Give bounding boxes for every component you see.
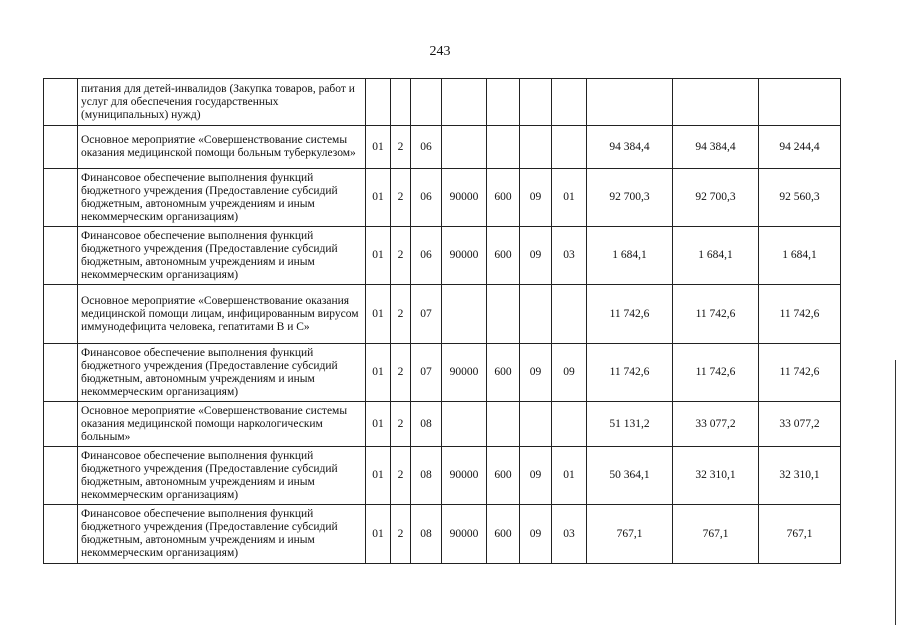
amount-cell: 50 364,1 xyxy=(587,447,673,505)
code-cell: 03 xyxy=(552,505,587,564)
code-cell: 08 xyxy=(411,447,442,505)
amount-cell: 94 384,4 xyxy=(673,126,759,169)
code-cell: 600 xyxy=(487,344,520,402)
amount-cell xyxy=(587,79,673,126)
row-number-cell xyxy=(44,505,78,564)
code-cell: 2 xyxy=(391,447,411,505)
code-cell: 600 xyxy=(487,169,520,227)
expense-name-cell: Основное мероприятие «Совершенствование оказания медицинской помощи лицам, инфицированным вирусом иммунодефицита человека, гепатитами В и С» xyxy=(78,285,366,344)
expense-name-cell: Финансовое обеспечение выполнения функций бюджетного учреждения (Предоставление субсидий бюджетным, автономным учреждениям и иным некоммерческим организациям) xyxy=(78,227,366,285)
code-cell xyxy=(552,79,587,126)
page-number: 243 xyxy=(429,44,451,59)
amount-cell: 94 244,4 xyxy=(759,126,841,169)
expense-name-cell: питания для детей-инвалидов (Закупка товаров, работ и услуг для обеспечения государственных (муниципальных) нужд) xyxy=(78,79,366,126)
code-cell: 600 xyxy=(487,505,520,564)
code-cell: 2 xyxy=(391,285,411,344)
expense-name-cell: Финансовое обеспечение выполнения функций бюджетного учреждения (Предоставление субсидий бюджетным, автономным учреждениям и иным некоммерческим организациям) xyxy=(78,344,366,402)
code-cell: 2 xyxy=(391,169,411,227)
row-number-cell xyxy=(44,402,78,447)
code-cell: 06 xyxy=(411,126,442,169)
table-row xyxy=(44,126,841,169)
row-number-cell xyxy=(44,79,78,126)
amount-cell: 11 742,6 xyxy=(673,344,759,402)
code-cell xyxy=(442,285,487,344)
code-cell: 2 xyxy=(391,344,411,402)
row-number-cell xyxy=(44,344,78,402)
table-row xyxy=(44,285,841,344)
code-cell xyxy=(442,79,487,126)
row-number-cell xyxy=(44,227,78,285)
code-cell xyxy=(552,285,587,344)
code-cell xyxy=(442,126,487,169)
code-cell: 07 xyxy=(411,344,442,402)
code-cell: 01 xyxy=(366,505,391,564)
code-cell: 2 xyxy=(391,402,411,447)
row-number-cell xyxy=(44,447,78,505)
code-cell xyxy=(520,126,552,169)
amount-cell: 1 684,1 xyxy=(759,227,841,285)
code-cell: 01 xyxy=(366,285,391,344)
code-cell xyxy=(442,402,487,447)
code-cell: 01 xyxy=(366,447,391,505)
amount-cell: 92 700,3 xyxy=(587,169,673,227)
amount-cell: 1 684,1 xyxy=(587,227,673,285)
table-row xyxy=(44,79,841,126)
amount-cell: 11 742,6 xyxy=(759,344,841,402)
table-row xyxy=(44,227,841,285)
amount-cell: 1 684,1 xyxy=(673,227,759,285)
amount-cell: 51 131,2 xyxy=(587,402,673,447)
code-cell: 09 xyxy=(520,169,552,227)
code-cell xyxy=(391,79,411,126)
code-cell: 2 xyxy=(391,505,411,564)
code-cell: 01 xyxy=(366,402,391,447)
code-cell: 90000 xyxy=(442,169,487,227)
code-cell xyxy=(487,79,520,126)
table-row xyxy=(44,447,841,505)
code-cell: 09 xyxy=(552,344,587,402)
row-number-cell xyxy=(44,285,78,344)
code-cell: 09 xyxy=(520,505,552,564)
table-row xyxy=(44,505,841,564)
code-cell: 90000 xyxy=(442,227,487,285)
budget-table xyxy=(43,78,841,564)
code-cell: 08 xyxy=(411,505,442,564)
code-cell xyxy=(520,285,552,344)
code-cell: 09 xyxy=(520,344,552,402)
code-cell: 90000 xyxy=(442,344,487,402)
code-cell: 01 xyxy=(552,447,587,505)
row-number-cell xyxy=(44,169,78,227)
table-row xyxy=(44,344,841,402)
amount-cell: 92 560,3 xyxy=(759,169,841,227)
table-row xyxy=(44,169,841,227)
expense-name-cell: Основное мероприятие «Совершенствование системы оказания медицинской помощи больным туберкулезом» xyxy=(78,126,366,169)
amount-cell: 32 310,1 xyxy=(673,447,759,505)
amount-cell: 767,1 xyxy=(673,505,759,564)
code-cell: 90000 xyxy=(442,447,487,505)
code-cell: 09 xyxy=(520,447,552,505)
amount-cell: 32 310,1 xyxy=(759,447,841,505)
code-cell: 600 xyxy=(487,227,520,285)
code-cell: 07 xyxy=(411,285,442,344)
amount-cell: 33 077,2 xyxy=(759,402,841,447)
code-cell: 01 xyxy=(552,169,587,227)
amount-cell xyxy=(673,79,759,126)
code-cell xyxy=(552,402,587,447)
amount-cell: 11 742,6 xyxy=(587,344,673,402)
code-cell xyxy=(366,79,391,126)
row-number-cell xyxy=(44,126,78,169)
expense-name-cell: Финансовое обеспечение выполнения функций бюджетного учреждения (Предоставление субсидий бюджетным, автономным учреждениям и иным некоммерческим организациям) xyxy=(78,447,366,505)
code-cell xyxy=(520,402,552,447)
amount-cell: 33 077,2 xyxy=(673,402,759,447)
code-cell: 03 xyxy=(552,227,587,285)
expense-name-cell: Финансовое обеспечение выполнения функций бюджетного учреждения (Предоставление субсидий бюджетным, автономным учреждениям и иным некоммерческим организациям) xyxy=(78,169,366,227)
code-cell: 01 xyxy=(366,126,391,169)
code-cell: 01 xyxy=(366,169,391,227)
code-cell xyxy=(487,126,520,169)
code-cell: 08 xyxy=(411,402,442,447)
code-cell xyxy=(552,126,587,169)
code-cell: 06 xyxy=(411,169,442,227)
amount-cell: 767,1 xyxy=(587,505,673,564)
amount-cell xyxy=(759,79,841,126)
code-cell xyxy=(520,79,552,126)
code-cell: 06 xyxy=(411,227,442,285)
table-row xyxy=(44,402,841,447)
code-cell: 90000 xyxy=(442,505,487,564)
amount-cell: 11 742,6 xyxy=(673,285,759,344)
amount-cell: 11 742,6 xyxy=(587,285,673,344)
code-cell: 01 xyxy=(366,227,391,285)
code-cell: 09 xyxy=(520,227,552,285)
amount-cell: 92 700,3 xyxy=(673,169,759,227)
code-cell: 2 xyxy=(391,126,411,169)
amount-cell: 11 742,6 xyxy=(759,285,841,344)
code-cell xyxy=(487,402,520,447)
code-cell: 01 xyxy=(366,344,391,402)
expense-name-cell: Основное мероприятие «Совершенствование системы оказания медицинской помощи наркологическим больным» xyxy=(78,402,366,447)
code-cell: 600 xyxy=(487,447,520,505)
amount-cell: 94 384,4 xyxy=(587,126,673,169)
code-cell xyxy=(487,285,520,344)
code-cell xyxy=(411,79,442,126)
amount-cell: 767,1 xyxy=(759,505,841,564)
expense-name-cell: Финансовое обеспечение выполнения функций бюджетного учреждения (Предоставление субсидий бюджетным, автономным учреждениям и иным некоммерческим организациям) xyxy=(78,505,366,564)
code-cell: 2 xyxy=(391,227,411,285)
scan-margin-line xyxy=(895,360,896,625)
budget-table-body xyxy=(44,79,841,564)
